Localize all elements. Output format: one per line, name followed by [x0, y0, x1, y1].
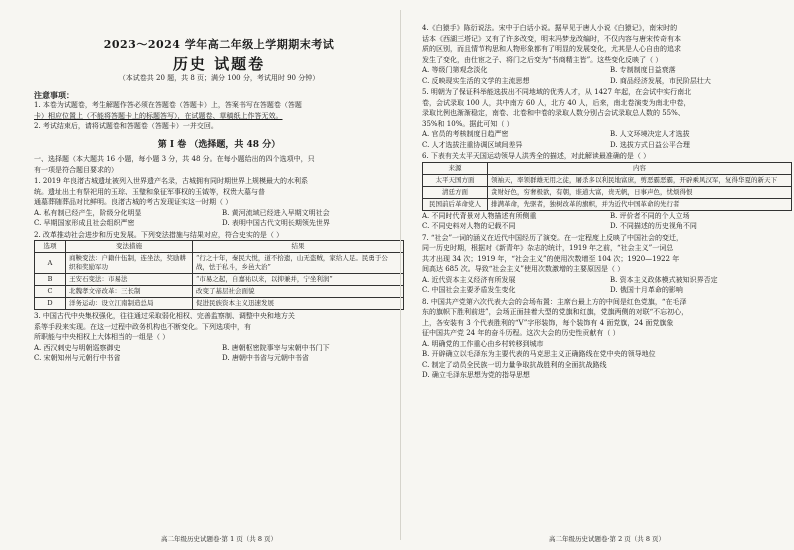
- table-row: [35, 253, 404, 274]
- question-line: 上，各安装有 3 个代表胜利的“V”字形装饰，每个装饰有 4 面党旗，24 面党旗象: [422, 318, 674, 327]
- question-8: [422, 297, 792, 381]
- question-line: 5. 明朝为了保证科举能选拔出不同地域的优秀人才，从 1427 年起，在会试中实行南北: [422, 88, 692, 96]
- option-a: A. 近代资本主义经济有所发展: [422, 275, 516, 284]
- left-page: [34, 0, 404, 550]
- section-intro: 有一项是符合题目要求的）: [34, 165, 118, 174]
- options: [422, 129, 792, 150]
- question-2: [34, 230, 404, 311]
- table-cell: C: [35, 286, 66, 298]
- question-line: 间高达 685 次。导致“社会主义”使用次数激增的主要原因是（ ）: [422, 265, 625, 273]
- question-line: 统。遗址出土有祭祀用的玉琮、玉璧和象征军事权的玉钺等，权贵大墓与普: [34, 187, 265, 196]
- reform-table: [34, 240, 404, 310]
- table-cell: 改变了基层社会面貌: [193, 286, 404, 298]
- table-cell: 洋务运动：设立江南制造总局: [66, 298, 193, 310]
- table-header: 结果: [193, 241, 404, 253]
- question-line: 1. 2019 年良渚古城遗址被列入世界遗产名录，古城拥有同时期世界上规模最大的水利系: [34, 177, 308, 185]
- notice-line: 1. 本卷为试题卷，考生解题作答必须在答题卷（答题卡）上，答案书写在答题卷（答题: [34, 101, 302, 109]
- notice-heading: 注意事项：: [34, 89, 74, 100]
- table-cell: 领袖天，率领群雄无用之徒，屠杀多以利民地富庶，剪恶霸恶霸，开辟乘风汉军，复得华夏的新天下: [488, 174, 792, 186]
- table-cell: 商鞅变法：户籍什伍制，连坐法，奖励耕织和奖励军功: [66, 253, 193, 274]
- option-b: B. 开辟确立以毛泽东为主要代表的马克思主义正确路线在党中央的领导地位: [422, 350, 656, 358]
- table-cell: 促进民族资本主义迅速发展: [193, 298, 404, 310]
- option-d: D. 唐朝中书省与元朝中书省: [222, 354, 309, 362]
- options: [422, 211, 792, 232]
- table-cell: “市易之起，自嘉祐以来，以抑兼并，宁坐利润”: [193, 274, 404, 286]
- table-row: [35, 286, 404, 298]
- question-line: 同一历史时期，根据对《新青年》杂志的统计，1919 年之前，“社会主义”一词总: [422, 244, 674, 252]
- page-divider: [400, 10, 401, 540]
- options: [422, 65, 792, 86]
- option-a: A. 西汉刺史与明朝巡察御史: [34, 343, 121, 352]
- option-c: C. 不同史料对人物的记载不同: [422, 222, 516, 230]
- question-7: [422, 233, 792, 296]
- option-b: B. 唐朝枢密院事宰与宋朝中书门下: [222, 343, 330, 352]
- option-a: A. 私有制已经产生，阶级分化明显: [34, 208, 142, 217]
- notice-line: 2. 考试结束后，请将试题卷和答题卷（答题卡）一并交回。: [34, 122, 218, 130]
- question-3: [34, 311, 404, 364]
- table-cell: 贪财好色，穷奢极欲，有朝，谁道大富，贵无帆，日事声色，忧烦得恨: [488, 186, 792, 198]
- question-line: 发生了变化，由仕宦之子、将门之后变为“书商精主皆”。这些变化反映了（ ）: [422, 55, 663, 64]
- table-header: 选项: [35, 241, 66, 253]
- table-cell: 民国前后革命党人: [423, 198, 488, 210]
- option-a: A. 不同时代背景对人物描述有所侧重: [422, 211, 537, 220]
- option-c: C. 人才选拔注重协调区域间差异: [422, 140, 523, 149]
- question-1: [34, 176, 404, 229]
- option-d: D. 选拔方式日益公平合理: [610, 140, 690, 149]
- table-row: [35, 298, 404, 310]
- table-cell: D: [35, 298, 66, 310]
- section-intro: 一、选择题（本大题共 16 小题，每小题 3 分，共 48 分。在每小题给出的四个选项中，只: [34, 155, 315, 163]
- evaluation-table: [422, 162, 792, 211]
- question-line: 卷，会试录取 100 人，共中南方 60 人，北方 40 人，后来，南北卷演变为南北中卷，: [422, 98, 691, 107]
- options: [34, 208, 404, 229]
- table-row: [423, 186, 792, 198]
- question-line: 录取比例也渐渐稳定，南卷、北卷和中卷的录取人数分别占会试录取总人数的 55%、: [422, 109, 685, 117]
- table-row: [35, 274, 404, 286]
- option-c: C. 反映现实生活的文学的主流思想: [422, 76, 530, 85]
- table-cell: 太平天国方面: [423, 174, 488, 186]
- question-6: [422, 151, 792, 232]
- option-d: D. 确立毛泽东思想为党的指导思想: [422, 371, 530, 379]
- question-4: [422, 23, 792, 86]
- option-b: B. 人文环境决定人才选拔: [610, 130, 690, 138]
- question-line: 7. “社会”一词的涵义在近代中国经历了演变。在一定程度上反映了中国社会的变迁，: [422, 233, 684, 242]
- table-cell: B: [35, 274, 66, 286]
- option-b: B. 评价者不同的个人立场: [610, 211, 690, 220]
- option-b: B. 黄河流域已经进入早期文明社会: [222, 208, 330, 217]
- options: [422, 275, 792, 296]
- exam-meta: （本试卷共 20 题，共 8 页；满分 100 分，考试用时 90 分钟）: [118, 74, 320, 82]
- question-line: 3. 中国古代中央集权强化，往往通过采取弱化相权、完善监察制、调整中央和地方关: [34, 312, 295, 320]
- option-a: A. 官员的考核制度日趋严密: [422, 130, 509, 138]
- question-line: 通墓葬随葬品对比鲜明。良渚古城的考古发现证实这一时期（ ）: [34, 198, 233, 206]
- option-c: C. 中国社会主要矛盾发生变化: [422, 286, 516, 294]
- table-header-row: [35, 241, 404, 253]
- question-line: 所职能与中央相权上大体相当的一组是（ ）: [34, 333, 170, 341]
- question-line: 8. 中国共产党第六次代表大会的会场布置：主席台最上方的中间是红色党旗，“在毛泽: [422, 297, 687, 306]
- table-cell: 北魏孝文帝改革：三长制: [66, 286, 193, 298]
- table-header: 变法措施: [66, 241, 193, 253]
- page-footer: 高二年级历史试题卷·第 2 页（共 8 页）: [548, 534, 666, 543]
- option-d: D. 商品经济发展，市民阶层壮大: [610, 76, 711, 85]
- question-line: 质的区别，而且情节构思和人物形象都有了明显的发展变化，尤其是人心自由的追求: [422, 45, 681, 53]
- option-d: D. 俄国十月革命的影响: [610, 286, 683, 294]
- option-d: D. 表明中国古代文明长期领先世界: [222, 219, 330, 227]
- option-a: A. 明确党的工作重心由乡村转移到城市: [422, 339, 544, 348]
- question-5: [422, 87, 792, 150]
- table-cell: 王安石变法：市易法: [66, 274, 193, 286]
- option-c: C. 早期国家形成且社会组织严密: [34, 219, 135, 227]
- table-row: [423, 174, 792, 186]
- exam-title: 2023～2024 学年高二年级上学期期末考试: [103, 38, 335, 51]
- option-c: C. 制定了动员全民族一切力量争取抗战胜利的全面抗战路线: [422, 360, 607, 369]
- question-line: 35%和 10%。据此可知（ ）: [422, 119, 514, 128]
- table-cell: 排满革命，先驱者，独树改革的旗帜，并为近代中国革命的先行者: [488, 198, 792, 210]
- option-a: A. 等级门第观念淡化: [422, 66, 488, 74]
- question-line: 6. 下表有关太平天国运动领导人洪秀全的描述，对此解读最准确的是（ ）: [422, 152, 651, 160]
- page-footer: 高二年级历史试题卷·第 1 页（共 8 页）: [160, 534, 278, 543]
- table-cell: A: [35, 253, 66, 274]
- table-header: 内容: [488, 162, 792, 174]
- question-line: 系等手段来实现。在这一过程中政务机构也不断变化。下列选项中，有: [34, 322, 251, 331]
- question-line: 共才出现 34 次；1919 年，“社会主义”的使用次数增至 104 次；1920—1922 年: [422, 254, 680, 263]
- options: [34, 343, 404, 364]
- option-d: D. 不同描述的历史视角不同: [610, 222, 697, 230]
- question-line: 话本《西湖三塔记》又有了许多改变，明末冯梦龙改编时，不仅内容与唐宋传奇有本: [422, 34, 681, 43]
- subject-title: 历史 试题卷: [172, 54, 266, 73]
- question-line: 征中国共产党 24 年的奋斗历程。这次大会的历史性贡献有（ ）: [422, 329, 620, 337]
- notice-line: 卡）相应位置上（不能将答题卡上的标题答写），在试题卷、草稿纸上作答无效。: [34, 111, 283, 120]
- table-header: 来源: [423, 162, 488, 174]
- part-heading: 第 I 卷 （选择题，共 48 分）: [157, 139, 281, 150]
- question-line: 2. 改革推动社会进步和历史发展。下列变法措施与结果对应，符合史实的是（ ）: [34, 230, 284, 239]
- option-b: B. 专制制度日益衰落: [610, 66, 676, 74]
- option-b: B. 资本主义政体模式被知识界否定: [610, 275, 718, 284]
- option-c: C. 宋朝知州与元朝行中书省: [34, 354, 121, 362]
- top-spacer: [422, 0, 792, 22]
- table-row: [423, 198, 792, 210]
- right-page: [422, 0, 792, 550]
- question-line: 东的旗帜下胜利前进”，会场正面挂着大型的党旗和红旗，党旗两侧的对联“不忘初心，: [422, 308, 689, 316]
- table-cell: “行之十年，秦民大悦，道不拾遗，山无盗贼，家给人足。民勇于公战，怯于私斗，乡邑大治”: [193, 253, 404, 274]
- question-line: 4.《白猿手》陈衍说法。宋中于白话小说。据早见于唐人小说《白猿记》，南宋时的: [422, 24, 678, 32]
- table-header-row: [423, 162, 792, 174]
- table-cell: 清廷方面: [423, 186, 488, 198]
